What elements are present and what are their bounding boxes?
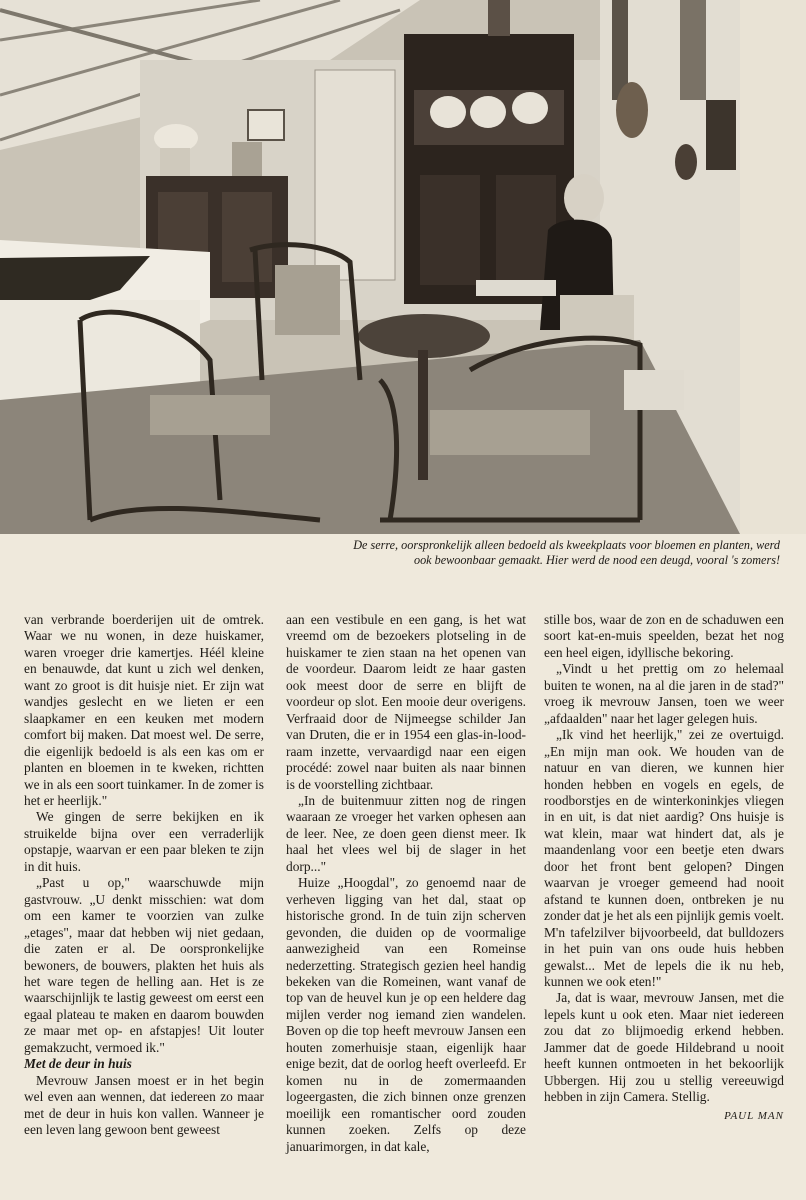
author-byline: PAUL MAN [724,1109,784,1122]
paragraph: aan een vestibule en een gang, is het wat vreemd om de bezoekers plotseling in de huiskamer te zien staan na het openen van de voordeur. Daarom leidt ze haar gasten ook meest door de serre en blijft de voordeur op slot. Een mooie deur overigens. Verfraaid door de Nijmeegse schilder Jan van Druten, die er in 1954 een glas-in-lood-raam inzette, vervaardigd naar een eigen procédé: zowel naar buiten als naar binnen is de voorstelling zichtbaar. [286,612,526,792]
paragraph: „Past u op," waarschuwde mijn gastvrouw. „U denkt misschien: wat dom om een kamer te voorzien van zulke „etages", maar dat hebben wij niet gedaan, die zaten er al. De oorspronkelijke bewoners, de bouwers, plakten het huis als het ware tegen de helling aan. Het is ze waarschijnlijk te lastig geweest om eerst een egaal plateau te maken en daarom bouwden ze maar met op- en afstapjes! Uit louter gemakzucht, vermoed ik." [24,875,264,1055]
paragraph: „Vindt u het prettig om zo helemaal buiten te wonen, na al die jaren in de stad?" vroeg ik mevrouw Jansen, toen we weer „afdaalden" naar het lager gelegen huis. [544,661,784,726]
caption-line-1: De serre, oorspronkelijk alleen bedoeld als kweekplaats voor bloemen en planten, werd [353,538,780,552]
paragraph: We gingen de serre bekijken en ik struikelde bijna over een verraderlijk opstapje, waarvan er een paar bleken te zijn in dit huis. [24,809,264,874]
interior-photo [0,0,740,534]
paragraph: van verbrande boerderijen uit de omtrek. Waar we nu wonen, in deze huiskamer, waren vroeger drie kamertjes. Héél kleine en benauwde, dat kunt u zich wel denken, want zo groot is dit huisje niet. Er zijn wat wandjes geslecht en we lieten er een slaapkamer en een keuken met modern comfort bij maken. Dat moest wel. De serre, die eigenlijk bedoeld is als een kas om er planten en bloemen in te kweken, richtten we in als een soort tuinkamer. In de zomer is het er heerlijk." [24,612,264,808]
paragraph: Ja, dat is waar, mevrouw Jansen, met die lepels kunt u ook eten. Maar niet iedereen zou dat zo blijmoedig erkend hebben. Jammer dat de goede Hildebrand u nooit heeft kunnen ontmoeten in het bekoorlijk Ubbergen. Hij zou u stellig vereeuwigd hebben in zijn Camera. Stellig. [544,990,784,1105]
photo-caption [20,538,780,568]
article-column-1 [24,612,264,1139]
sunroom-illustration [0,0,740,534]
paragraph: Huize „Hoogdal", zo genoemd naar de verheven ligging van het dal, staat op historische grond. In de tuin zijn scherven gevonden, die duiden op de voormalige aanwezigheid van een Romeinse nederzetting. Strategisch gezien heel handig bekeken van die Romeinen, want vanaf de top van de heuvel kun je op een heldere dag mijlen verder nog iemand zien wandelen. Boven op die top heeft mevrouw Jansen een houten zomerhuisje staan, eigenlijk haar enige bezit, dat de oorlog heeft overleefd. Er komen nu in de zomermaanden logeergasten, die zich binnen onze grenzen moeilijk een romantischer oord zouden kunnen zoeken. Zelfs op deze januarimorgen, in dat kale, [286,875,526,1154]
paragraph: „Ik vind het heerlijk," zei ze overtuigd. „En mijn man ook. We houden van de natuur en van dieren, we kunnen hier honden hebben en vogels en egels, de roodborstjes en de winterkoninkjes vliegen in en uit, is dat niet aardig? Ons huisje is wat klein, maar wat hindert dat, als je maandenlang voor een beetje eten dwars door het front bent gelopen? Dingen waarvan je vroeger gemeend had nooit afstand te kunnen doen, ontbreken je nu zonder dat je het als een pijnlijk gemis voelt. M'n tafelzilver bijvoorbeeld, dat bulldozers in het puin van ons oude huis hebben gewalst... Met de lepels die ik nu heb, kunnen we ook eten!" [544,727,784,989]
article-column-2 [286,612,526,1155]
paragraph: stille bos, waar de zon en de schaduwen een soort kat-en-muis speelden, bezat het nog een heel eigen, idyllische bekoring. [544,612,784,660]
photo-margin [740,0,806,534]
paragraph: Mevrouw Jansen moest er in het begin wel even aan wennen, dat iedereen zo maar met de deur in huis kon vallen. Wanneer je een leven lang gewoon bent geweest [24,1072,264,1138]
article-column-3 [544,612,784,1124]
paragraph: „In de buitenmuur zitten nog de ringen waaraan ze vroeger het varken ophesen aan de leer. Nee, ze doen geen dienst meer. Ik haal het vlees wel bij de slager in het dorp..." [286,792,526,874]
caption-line-2: ook bewoonbaar gemaakt. Hier werd de nood een deugd, vooral 's zomers! [413,553,780,567]
section-subheading: Met de deur in huis [24,1056,132,1072]
